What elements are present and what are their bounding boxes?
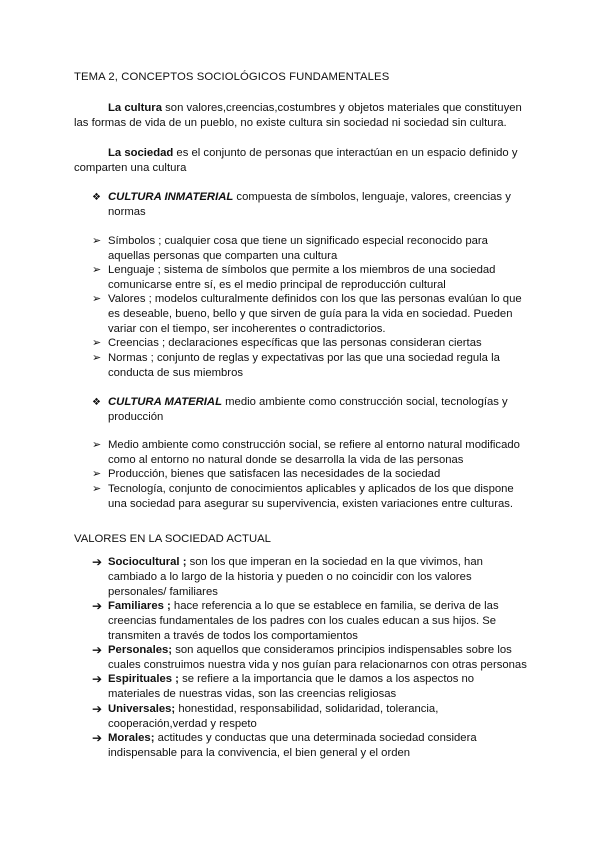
cultura-inmaterial-text: compuesta de símbolos, lenguaje, valores, creencias y normas <box>108 191 511 218</box>
valor-term: Familiares ; <box>108 600 171 612</box>
valor-text: hace referencia a lo que se establece en familia, se deriva de las creencias fundamentales de los padres con los cuales educan a sus hijos. Se transmiten a través de todos los comportamientos <box>108 600 499 642</box>
term-cultura-material: CULTURA MATERIAL <box>108 396 222 408</box>
right-arrow-icon: ➔ <box>92 643 103 657</box>
paragraph-sociedad <box>74 146 534 176</box>
right-arrow-icon: ➔ <box>92 731 103 745</box>
list-item-text: Tecnología, conjunto de conocimientos aplicables y aplicados de los que dispone una sociedad para asegurar su supervivencia, existen variaciones entre culturas. <box>108 483 514 510</box>
valor-text: son los que imperan en la sociedad en la que vivimos, han cambiado a lo largo de la historia y pueden o no coincidir con los valores personales/ familiares <box>108 556 483 598</box>
document-title: TEMA 2, CONCEPTOS SOCIOLÓGICOS FUNDAMENTALES <box>74 71 390 83</box>
valor-text: actitudes y conductas que una determinada sociedad considera indispensable para la convivencia, el bien general y el orden <box>108 732 477 759</box>
cultura-material-text: medio ambiente como construcción social, tecnologías y producción <box>108 396 508 423</box>
list-item-text: Valores ; modelos culturalmente definidos con los que las personas evalúan lo que es deseable, bueno, bello y que sirven de guía para la vida en sociedad. Pueden variar con el tiempo, ser incoherentes o contradictorios. <box>108 293 522 335</box>
right-arrow-icon: ➔ <box>92 702 103 716</box>
valor-term: Sociocultural ; <box>108 556 187 568</box>
arrow-bullet-icon: ➢ <box>92 293 102 305</box>
valor-term: Morales; <box>108 732 155 744</box>
paragraph-sociedad-text: es el conjunto de personas que interactúan en un espacio definido y comparten una cultura <box>74 147 518 174</box>
term-sociedad: La sociedad <box>108 147 174 159</box>
valor-text: son aquellos que consideramos principios indispensables sobre los cuales construimos nuestra vida y nos guían para relacionarnos con otras personas <box>108 644 527 671</box>
arrow-bullet-icon: ➢ <box>92 264 102 276</box>
term-cultura: La cultura <box>108 102 162 114</box>
term-cultura-inmaterial: CULTURA INMATERIAL <box>108 191 234 203</box>
paragraph-cultura <box>74 101 534 131</box>
list-item-text: Lenguaje ; sistema de símbolos que permite a los miembros de una sociedad comunicarse entre sí, es el medio principal de reproducción cultural <box>108 264 496 291</box>
list-item-text: Símbolos ; cualquier cosa que tiene un significado especial reconocido para aquellas personas que comparten una cultura <box>108 235 488 262</box>
arrow-bullet-icon: ➢ <box>92 483 102 495</box>
valor-term: Universales; <box>108 703 176 715</box>
valor-term: Personales; <box>108 644 173 656</box>
valor-text: se refiere a la importancia que le damos a los aspectos no materiales de nuestras vidas, son las creencias religiosas <box>108 673 475 700</box>
section-title: VALORES EN LA SOCIEDAD ACTUAL <box>74 533 271 545</box>
right-arrow-icon: ➔ <box>92 599 103 613</box>
arrow-bullet-icon: ➢ <box>92 352 102 364</box>
list-item-text: Medio ambiente como construcción social, se refiere al entorno natural modificado como al entorno no natural donde se desarrolla la vida de las personas <box>108 439 520 466</box>
list-item-text: Creencias ; declaraciones específicas que las personas consideran ciertas <box>108 337 482 349</box>
diamond-bullet-icon: ❖ <box>92 192 101 203</box>
arrow-bullet-icon: ➢ <box>92 439 102 451</box>
diamond-bullet-icon: ❖ <box>92 397 101 408</box>
valor-text: honestidad, responsabilidad, solidaridad, tolerancia, cooperación,verdad y respeto <box>108 703 439 730</box>
paragraph-cultura-text: son valores,creencias,costumbres y objetos materiales que constituyen las formas de vida de un pueblo, no existe cultura sin sociedad ni sociedad sin cultura. <box>74 102 522 129</box>
arrow-bullet-icon: ➢ <box>92 468 102 480</box>
right-arrow-icon: ➔ <box>92 555 103 569</box>
arrow-bullet-icon: ➢ <box>92 235 102 247</box>
valor-term: Espirituales ; <box>108 673 179 685</box>
arrow-bullet-icon: ➢ <box>92 337 102 349</box>
list-item-text: Normas ; conjunto de reglas y expectativas por las que una sociedad regula la conducta de sus miembros <box>108 352 500 379</box>
list-item-text: Producción, bienes que satisfacen las necesidades de la sociedad <box>108 468 441 480</box>
right-arrow-icon: ➔ <box>92 672 103 686</box>
